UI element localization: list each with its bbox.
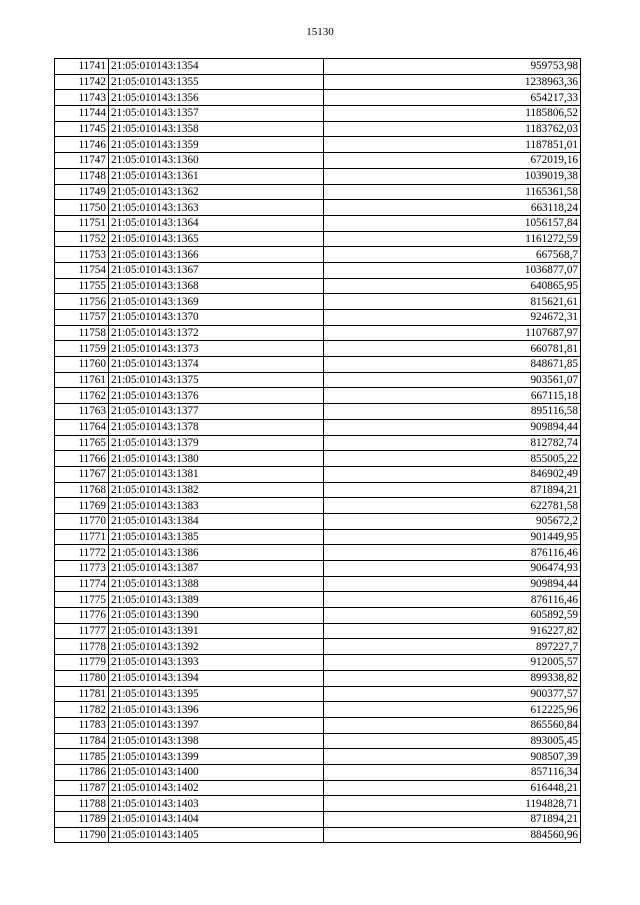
- row-number-cell: 11748: [55, 168, 109, 184]
- row-number-cell: 11786: [55, 764, 109, 780]
- row-number-cell: 11745: [55, 121, 109, 137]
- cadastral-number-cell: 21:05:010143:1403: [109, 796, 324, 812]
- cadastral-value-cell: 893005,45: [324, 733, 581, 749]
- cadastral-value-cell: 900377,57: [324, 686, 581, 702]
- table-row: [55, 137, 581, 153]
- table-row: [55, 702, 581, 718]
- row-number-cell: 11777: [55, 623, 109, 639]
- row-number-cell: 11790: [55, 827, 109, 843]
- cadastral-number-cell: 21:05:010143:1366: [109, 247, 324, 263]
- row-number-cell: 11755: [55, 278, 109, 294]
- table-row: [55, 686, 581, 702]
- cadastral-number-cell: 21:05:010143:1382: [109, 482, 324, 498]
- cadastral-number-cell: 21:05:010143:1377: [109, 404, 324, 420]
- cadastral-value-cell: 640865,95: [324, 278, 581, 294]
- row-number-cell: 11774: [55, 576, 109, 592]
- cadastral-value-cell: 876116,46: [324, 592, 581, 608]
- table-row: [55, 419, 581, 435]
- cadastral-value-cell: 605892,59: [324, 608, 581, 624]
- table-row: [55, 341, 581, 357]
- cadastral-number-cell: 21:05:010143:1381: [109, 466, 324, 482]
- cadastral-value-cell: 855005,22: [324, 451, 581, 467]
- table-row: [55, 655, 581, 671]
- table-row: [55, 357, 581, 373]
- row-number-cell: 11744: [55, 106, 109, 122]
- cadastral-number-cell: 21:05:010143:1402: [109, 780, 324, 796]
- row-number-cell: 11789: [55, 812, 109, 828]
- cadastral-number-cell: 21:05:010143:1383: [109, 498, 324, 514]
- cadastral-value-cell: 815621,61: [324, 294, 581, 310]
- cadastral-number-cell: 21:05:010143:1361: [109, 168, 324, 184]
- cadastral-number-cell: 21:05:010143:1387: [109, 561, 324, 577]
- table-row: [55, 74, 581, 90]
- cadastral-value-cell: 1238963,36: [324, 74, 581, 90]
- cadastral-value-cell: 1185806,52: [324, 106, 581, 122]
- table-row: [55, 215, 581, 231]
- cadastral-number-cell: 21:05:010143:1384: [109, 513, 324, 529]
- table-row: [55, 639, 581, 655]
- row-number-cell: 11783: [55, 717, 109, 733]
- row-number-cell: 11756: [55, 294, 109, 310]
- cadastral-value-table: [54, 58, 581, 843]
- row-number-cell: 11779: [55, 655, 109, 671]
- cadastral-value-cell: 876116,46: [324, 545, 581, 561]
- cadastral-value-cell: 909894,44: [324, 419, 581, 435]
- row-number-cell: 11760: [55, 357, 109, 373]
- page-number: 15130: [306, 26, 334, 38]
- row-number-cell: 11751: [55, 215, 109, 231]
- cadastral-number-cell: 21:05:010143:1388: [109, 576, 324, 592]
- row-number-cell: 11765: [55, 435, 109, 451]
- cadastral-number-cell: 21:05:010143:1367: [109, 262, 324, 278]
- table-body: [55, 59, 581, 843]
- cadastral-number-cell: 21:05:010143:1392: [109, 639, 324, 655]
- cadastral-value-cell: 905672,2: [324, 513, 581, 529]
- table-row: [55, 827, 581, 843]
- table-row: [55, 592, 581, 608]
- table-row: [55, 717, 581, 733]
- cadastral-value-cell: 871894,21: [324, 812, 581, 828]
- row-number-cell: 11770: [55, 513, 109, 529]
- cadastral-number-cell: 21:05:010143:1393: [109, 655, 324, 671]
- row-number-cell: 11741: [55, 59, 109, 75]
- cadastral-value-cell: 1194828,71: [324, 796, 581, 812]
- cadastral-number-cell: 21:05:010143:1380: [109, 451, 324, 467]
- cadastral-number-cell: 21:05:010143:1379: [109, 435, 324, 451]
- row-number-cell: 11747: [55, 153, 109, 169]
- table-row: [55, 561, 581, 577]
- cadastral-value-cell: 1183762,03: [324, 121, 581, 137]
- table-row: [55, 812, 581, 828]
- table-row: [55, 482, 581, 498]
- cadastral-value-cell: 908507,39: [324, 749, 581, 765]
- cadastral-value-cell: 897227,7: [324, 639, 581, 655]
- table-row: [55, 388, 581, 404]
- row-number-cell: 11778: [55, 639, 109, 655]
- cadastral-number-cell: 21:05:010143:1375: [109, 372, 324, 388]
- cadastral-value-cell: 916227,82: [324, 623, 581, 639]
- table-row: [55, 200, 581, 216]
- row-number-cell: 11776: [55, 608, 109, 624]
- cadastral-value-cell: 1187851,01: [324, 137, 581, 153]
- table-row: [55, 451, 581, 467]
- cadastral-number-cell: 21:05:010143:1386: [109, 545, 324, 561]
- cadastral-value-cell: 1039019,38: [324, 168, 581, 184]
- cadastral-number-cell: 21:05:010143:1391: [109, 623, 324, 639]
- cadastral-number-cell: 21:05:010143:1373: [109, 341, 324, 357]
- cadastral-value-cell: 871894,21: [324, 482, 581, 498]
- row-number-cell: 11784: [55, 733, 109, 749]
- table-row: [55, 294, 581, 310]
- table-row: [55, 59, 581, 75]
- cadastral-number-cell: 21:05:010143:1368: [109, 278, 324, 294]
- cadastral-value-cell: 912005,57: [324, 655, 581, 671]
- row-number-cell: 11771: [55, 529, 109, 545]
- row-number-cell: 11750: [55, 200, 109, 216]
- cadastral-number-cell: 21:05:010143:1397: [109, 717, 324, 733]
- cadastral-value-cell: 663118,24: [324, 200, 581, 216]
- row-number-cell: 11742: [55, 74, 109, 90]
- row-number-cell: 11768: [55, 482, 109, 498]
- row-number-cell: 11759: [55, 341, 109, 357]
- table-row: [55, 153, 581, 169]
- table-row: [55, 733, 581, 749]
- row-number-cell: 11767: [55, 466, 109, 482]
- row-number-cell: 11749: [55, 184, 109, 200]
- row-number-cell: 11781: [55, 686, 109, 702]
- table-row: [55, 576, 581, 592]
- table-row: [55, 372, 581, 388]
- cadastral-value-cell: 901449,95: [324, 529, 581, 545]
- row-number-cell: 11758: [55, 325, 109, 341]
- cadastral-value-cell: 884560,96: [324, 827, 581, 843]
- cadastral-number-cell: 21:05:010143:1390: [109, 608, 324, 624]
- cadastral-number-cell: 21:05:010143:1400: [109, 764, 324, 780]
- table-row: [55, 764, 581, 780]
- cadastral-value-cell: 848671,85: [324, 357, 581, 373]
- table-row: [55, 623, 581, 639]
- cadastral-number-cell: 21:05:010143:1364: [109, 215, 324, 231]
- cadastral-value-cell: 1036877,07: [324, 262, 581, 278]
- table-row: [55, 262, 581, 278]
- cadastral-number-cell: 21:05:010143:1389: [109, 592, 324, 608]
- table-row: [55, 545, 581, 561]
- table-row: [55, 247, 581, 263]
- table-row: [55, 90, 581, 106]
- row-number-cell: 11775: [55, 592, 109, 608]
- cadastral-number-cell: 21:05:010143:1370: [109, 310, 324, 326]
- cadastral-number-cell: 21:05:010143:1355: [109, 74, 324, 90]
- table-row: [55, 404, 581, 420]
- cadastral-number-cell: 21:05:010143:1404: [109, 812, 324, 828]
- table-row: [55, 670, 581, 686]
- cadastral-number-cell: 21:05:010143:1399: [109, 749, 324, 765]
- cadastral-number-cell: 21:05:010143:1356: [109, 90, 324, 106]
- row-number-cell: 11753: [55, 247, 109, 263]
- cadastral-value-cell: 865560,84: [324, 717, 581, 733]
- cadastral-number-cell: 21:05:010143:1357: [109, 106, 324, 122]
- cadastral-number-cell: 21:05:010143:1372: [109, 325, 324, 341]
- cadastral-number-cell: 21:05:010143:1374: [109, 357, 324, 373]
- cadastral-value-cell: 667568,7: [324, 247, 581, 263]
- cadastral-value-cell: 899338,82: [324, 670, 581, 686]
- cadastral-value-cell: 1165361,58: [324, 184, 581, 200]
- cadastral-number-cell: 21:05:010143:1354: [109, 59, 324, 75]
- cadastral-number-cell: 21:05:010143:1398: [109, 733, 324, 749]
- cadastral-value-cell: 906474,93: [324, 561, 581, 577]
- table-row: [55, 168, 581, 184]
- row-number-cell: 11766: [55, 451, 109, 467]
- row-number-cell: 11780: [55, 670, 109, 686]
- table-row: [55, 435, 581, 451]
- row-number-cell: 11769: [55, 498, 109, 514]
- row-number-cell: 11772: [55, 545, 109, 561]
- table-row: [55, 498, 581, 514]
- table-row: [55, 529, 581, 545]
- cadastral-value-cell: 667115,18: [324, 388, 581, 404]
- cadastral-number-cell: 21:05:010143:1359: [109, 137, 324, 153]
- row-number-cell: 11754: [55, 262, 109, 278]
- cadastral-number-cell: 21:05:010143:1376: [109, 388, 324, 404]
- row-number-cell: 11773: [55, 561, 109, 577]
- cadastral-value-cell: 612225,96: [324, 702, 581, 718]
- cadastral-number-cell: 21:05:010143:1396: [109, 702, 324, 718]
- cadastral-value-cell: 616448,21: [324, 780, 581, 796]
- cadastral-value-cell: 895116,58: [324, 404, 581, 420]
- table-row: [55, 121, 581, 137]
- cadastral-number-cell: 21:05:010143:1378: [109, 419, 324, 435]
- table-row: [55, 231, 581, 247]
- table-row: [55, 608, 581, 624]
- table-row: [55, 780, 581, 796]
- table-row: [55, 325, 581, 341]
- cadastral-value-cell: 1056157,84: [324, 215, 581, 231]
- cadastral-number-cell: 21:05:010143:1369: [109, 294, 324, 310]
- cadastral-value-cell: 654217,33: [324, 90, 581, 106]
- cadastral-number-cell: 21:05:010143:1362: [109, 184, 324, 200]
- row-number-cell: 11764: [55, 419, 109, 435]
- cadastral-number-cell: 21:05:010143:1363: [109, 200, 324, 216]
- cadastral-value-cell: 812782,74: [324, 435, 581, 451]
- cadastral-number-cell: 21:05:010143:1394: [109, 670, 324, 686]
- row-number-cell: 11761: [55, 372, 109, 388]
- table-row: [55, 466, 581, 482]
- table-row: [55, 106, 581, 122]
- cadastral-number-cell: 21:05:010143:1360: [109, 153, 324, 169]
- row-number-cell: 11785: [55, 749, 109, 765]
- row-number-cell: 11743: [55, 90, 109, 106]
- cadastral-value-cell: 909894,44: [324, 576, 581, 592]
- cadastral-value-cell: 1161272,59: [324, 231, 581, 247]
- table-row: [55, 278, 581, 294]
- cadastral-value-cell: 924672,31: [324, 310, 581, 326]
- table-row: [55, 796, 581, 812]
- cadastral-value-cell: 857116,34: [324, 764, 581, 780]
- cadastral-number-cell: 21:05:010143:1358: [109, 121, 324, 137]
- row-number-cell: 11787: [55, 780, 109, 796]
- row-number-cell: 11763: [55, 404, 109, 420]
- cadastral-number-cell: 21:05:010143:1365: [109, 231, 324, 247]
- table-row: [55, 310, 581, 326]
- cadastral-value-cell: 622781,58: [324, 498, 581, 514]
- cadastral-number-cell: 21:05:010143:1385: [109, 529, 324, 545]
- cadastral-number-cell: 21:05:010143:1395: [109, 686, 324, 702]
- table-row: [55, 749, 581, 765]
- row-number-cell: 11752: [55, 231, 109, 247]
- cadastral-value-cell: 660781,81: [324, 341, 581, 357]
- row-number-cell: 11762: [55, 388, 109, 404]
- row-number-cell: 11782: [55, 702, 109, 718]
- cadastral-value-cell: 959753,98: [324, 59, 581, 75]
- row-number-cell: 11788: [55, 796, 109, 812]
- row-number-cell: 11746: [55, 137, 109, 153]
- table-row: [55, 513, 581, 529]
- table-row: [55, 184, 581, 200]
- cadastral-value-cell: 672019,16: [324, 153, 581, 169]
- row-number-cell: 11757: [55, 310, 109, 326]
- cadastral-value-cell: 903561,07: [324, 372, 581, 388]
- cadastral-value-cell: 1107687,97: [324, 325, 581, 341]
- cadastral-number-cell: 21:05:010143:1405: [109, 827, 324, 843]
- cadastral-value-cell: 846902,49: [324, 466, 581, 482]
